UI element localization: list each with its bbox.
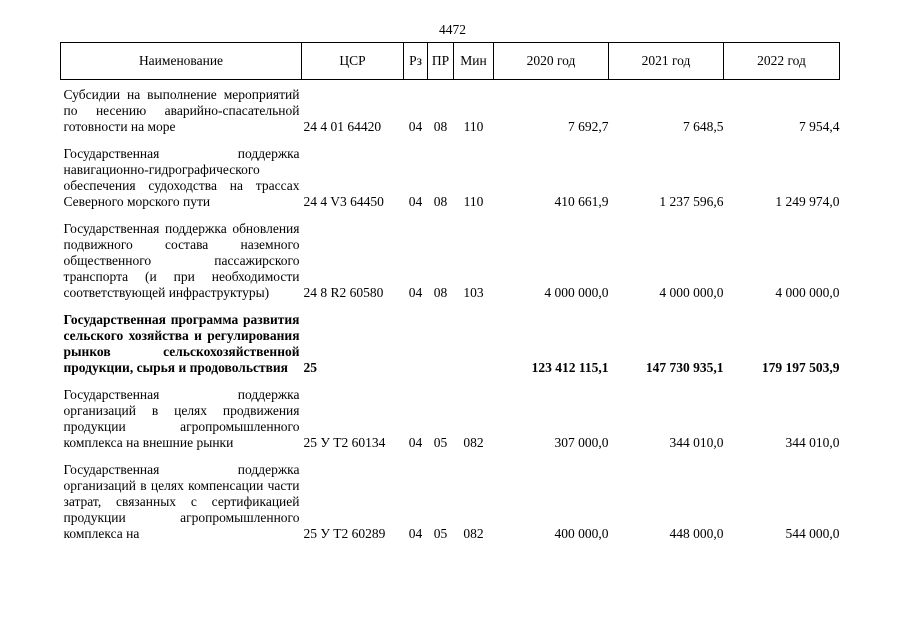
- row-value-2020: 7 692,7: [568, 119, 609, 134]
- row-value-2021: 7 648,5: [683, 119, 724, 134]
- row-value-2022: 1 249 974,0: [775, 194, 840, 209]
- row-name: Государственная поддержка организаций в целях компенсации части затрат, связанных с сертификацией продукции агропромышленного комплекса на: [63, 462, 300, 541]
- row-value-2022: 4 000 000,0: [775, 285, 840, 300]
- row-pr: 08: [433, 285, 448, 300]
- row-value-2020: 400 000,0: [554, 526, 609, 541]
- header-pr: ПР: [428, 43, 454, 80]
- table-row: [61, 214, 840, 305]
- page-number: 4472: [439, 22, 466, 37]
- row-rz: 04: [408, 285, 423, 300]
- row-value-2020: 410 661,9: [554, 194, 609, 209]
- table-row: [61, 455, 840, 542]
- row-csr: 25 У Т2 60289: [303, 526, 386, 541]
- header-name: Наименование: [61, 43, 302, 80]
- row-csr: 24 4 01 64420: [303, 119, 382, 134]
- row-min: 110: [463, 194, 484, 209]
- row-name: Государственная поддержка навигационно-гидрографического обеспечения судоходства на трассах Северного морского пути: [63, 146, 300, 209]
- table-row: [61, 139, 840, 214]
- table-row-program: [61, 305, 840, 380]
- row-name: Государственная поддержка обновления подвижного состава наземного общественного пассажирского транспорта (и при необходимости соответствующей инфраструктуры): [63, 221, 300, 300]
- row-csr: 24 8 R2 60580: [303, 285, 384, 300]
- header-min: Мин: [454, 43, 494, 80]
- row-name: Государственная программа развития сельского хозяйства и регулирования рынков сельскохозяйственной продукции, сырья и продовольствия: [63, 312, 300, 375]
- table-row: [61, 80, 840, 140]
- row-pr: [428, 305, 454, 380]
- row-value-2020: 307 000,0: [554, 435, 609, 450]
- row-rz: 04: [408, 119, 423, 134]
- row-name: Государственная поддержка организаций в целях продвижения продукции агропромышленного комплекса на внешние рынки: [63, 387, 300, 450]
- header-2021: 2021 год: [609, 43, 724, 80]
- row-csr: 25 У Т2 60134: [303, 435, 386, 450]
- header-csr: ЦСР: [302, 43, 404, 80]
- header-rz: Рз: [404, 43, 428, 80]
- row-rz: 04: [408, 194, 423, 209]
- row-min: 110: [463, 119, 484, 134]
- header-2022: 2022 год: [724, 43, 840, 80]
- row-value-2020: 123 412 115,1: [531, 360, 609, 375]
- header-row: [61, 43, 840, 80]
- row-pr: 05: [433, 526, 448, 541]
- row-value-2022: 7 954,4: [799, 119, 840, 134]
- row-rz: [404, 305, 428, 380]
- row-value-2022: 544 000,0: [785, 526, 840, 541]
- row-name: Субсидии на выполнение мероприятий по несению аварийно-спасательной готовности на море: [63, 87, 300, 134]
- row-value-2022: 344 010,0: [785, 435, 840, 450]
- row-value-2021: 4 000 000,0: [659, 285, 724, 300]
- row-min: 103: [463, 285, 484, 300]
- header-2020: 2020 год: [494, 43, 609, 80]
- row-value-2021: 1 237 596,6: [659, 194, 724, 209]
- row-csr: 25: [303, 360, 317, 375]
- row-value-2021: 147 730 935,1: [645, 360, 724, 375]
- row-min: 082: [463, 526, 484, 541]
- row-pr: 08: [433, 194, 448, 209]
- row-csr: 24 4 V3 64450: [303, 194, 384, 209]
- row-pr: 05: [433, 435, 448, 450]
- row-value-2021: 344 010,0: [669, 435, 724, 450]
- row-min: [454, 305, 494, 380]
- row-min: 082: [463, 435, 484, 450]
- row-value-2020: 4 000 000,0: [544, 285, 609, 300]
- row-pr: 08: [433, 119, 448, 134]
- row-value-2021: 448 000,0: [669, 526, 724, 541]
- budget-table: [60, 42, 840, 542]
- row-value-2022: 179 197 503,9: [761, 360, 840, 375]
- row-rz: 04: [408, 526, 423, 541]
- table-row: [61, 380, 840, 455]
- row-rz: 04: [408, 435, 423, 450]
